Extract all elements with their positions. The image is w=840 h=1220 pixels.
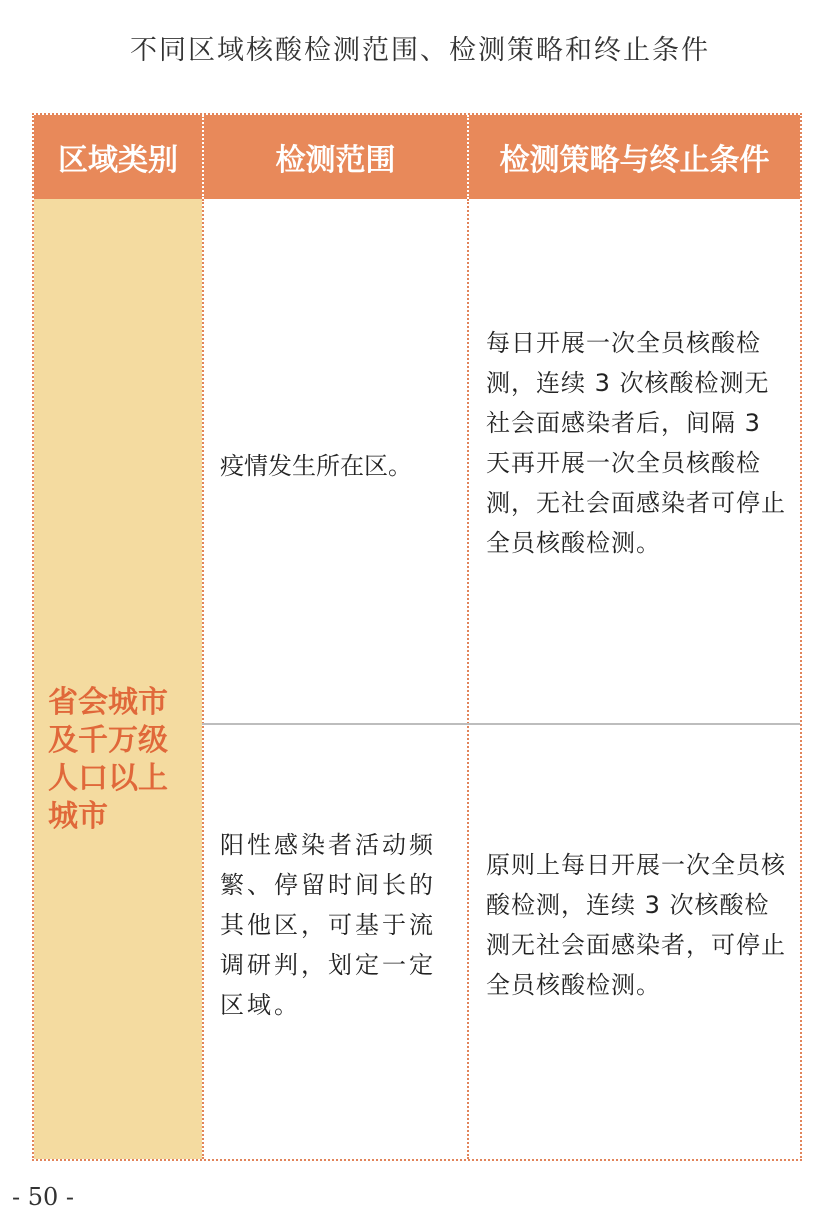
header-strategy-termination: 检测策略与终止条件 (467, 115, 800, 199)
column-divider (467, 199, 469, 1159)
page-number: - 50 - (12, 1183, 75, 1211)
row1-scope: 疫情发生所在区。 (220, 452, 412, 480)
row2-strategy: 原则上每日开展一次全员核酸检测，连续 3 次核酸检测无社会面感染者，可停止全员核酸检测。 (486, 851, 786, 999)
column-divider (202, 199, 204, 1159)
header-testing-scope: 检测范围 (202, 115, 467, 199)
header-region-category: 区域类别 (34, 115, 202, 199)
category-label: 省会城市及千万级人口以上城市 (48, 685, 168, 834)
page-title: 不同区域核酸检测范围、检测策略和终止条件 (130, 35, 710, 66)
row-divider (202, 723, 800, 725)
category-cell (34, 199, 202, 1159)
row1-strategy: 每日开展一次全员核酸检测，连续 3 次核酸检测无社会面感染者后，间隔 3 天再开展一次全员核酸检测，无社会面感染者可停止全员核酸检测。 (486, 329, 786, 557)
row2-scope: 阳性感染者活动频繁、停留时间长的其他区，可基于流调研判，划定一定区域。 (220, 831, 436, 1019)
policy-table (32, 113, 802, 1161)
